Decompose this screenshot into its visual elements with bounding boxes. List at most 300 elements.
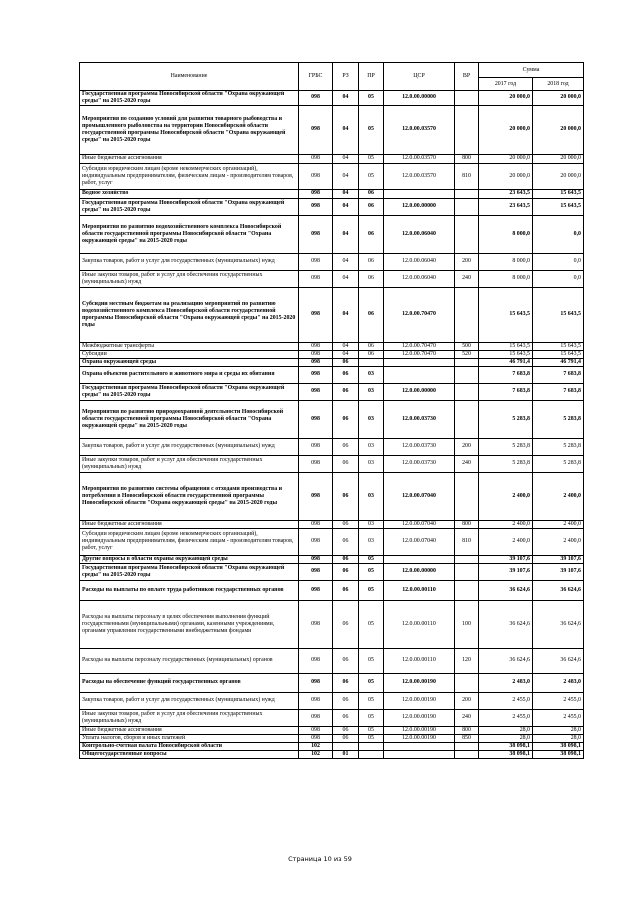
- row-csr: 12.0.00.00190: [384, 734, 455, 742]
- row-pr: 03: [359, 400, 384, 438]
- header-grbs: ГРБС: [299, 63, 333, 91]
- table-body: [80, 91, 584, 759]
- row-rz: 06: [333, 358, 359, 366]
- table-row: [80, 383, 584, 400]
- table-row: [80, 253, 584, 270]
- table-row: [80, 154, 584, 163]
- table-row: [80, 726, 584, 734]
- row-rz: 06: [333, 709, 359, 726]
- table-row: [80, 555, 584, 563]
- row-grbs: 098: [299, 215, 333, 253]
- row-vr: [455, 673, 479, 692]
- row-vr: [455, 215, 479, 253]
- row-pr: 06: [359, 215, 384, 253]
- row-vr: [455, 563, 479, 580]
- row-sum-2017: 7 683,8: [479, 383, 533, 400]
- row-sum-2017: 15 643,5: [479, 350, 533, 358]
- row-rz: 06: [333, 366, 359, 383]
- row-sum-2017: 20 000,0: [479, 154, 533, 163]
- row-vr: 200: [455, 438, 479, 455]
- table-row: [80, 563, 584, 580]
- row-name: Закупка товаров, работ и услуг для государственных (муниципальных) нужд: [80, 692, 299, 709]
- row-rz: 06: [333, 438, 359, 455]
- row-pr: 06: [359, 189, 384, 198]
- row-pr: 06: [359, 270, 384, 287]
- row-pr: 05: [359, 692, 384, 709]
- row-vr: 200: [455, 253, 479, 270]
- row-name: Расходы на выплаты по оплате труда работников государственных органов: [80, 580, 299, 600]
- row-csr: 12.0.00.03570: [384, 105, 455, 154]
- row-sum-2018: 39 107,6: [533, 555, 584, 563]
- table-row: [80, 692, 584, 709]
- row-grbs: 098: [299, 342, 333, 350]
- row-sum-2017: 2 455,0: [479, 709, 533, 726]
- row-grbs: 098: [299, 270, 333, 287]
- row-csr: 12.0.00.00190: [384, 673, 455, 692]
- row-pr: 05: [359, 673, 384, 692]
- row-sum-2018: 15 643,5: [533, 198, 584, 215]
- row-name: Иные закупки товаров, работ и услуг для обеспечения государственных (муниципальных) нужд: [80, 270, 299, 287]
- row-pr: 05: [359, 91, 384, 106]
- row-name: Иные закупки товаров, работ и услуг для обеспечения государственных (муниципальных) нужд: [80, 455, 299, 472]
- row-sum-2017: 8 000,0: [479, 215, 533, 253]
- row-rz: 06: [333, 734, 359, 742]
- row-sum-2017: 38 098,1: [479, 750, 533, 758]
- row-name: Иные бюджетные ассигнования: [80, 520, 299, 528]
- row-grbs: 098: [299, 692, 333, 709]
- row-vr: 240: [455, 709, 479, 726]
- row-grbs: 098: [299, 520, 333, 528]
- row-pr: 06: [359, 350, 384, 358]
- row-rz: 01: [333, 750, 359, 758]
- row-csr: 12.0.00.03570: [384, 154, 455, 163]
- row-csr: 12.0.00.07040: [384, 520, 455, 528]
- row-sum-2018: 2 400,0: [533, 528, 584, 555]
- row-sum-2018: 20 000,0: [533, 154, 584, 163]
- row-vr: [455, 287, 479, 342]
- row-sum-2018: 7 683,8: [533, 383, 584, 400]
- row-sum-2018: 0,0: [533, 215, 584, 253]
- row-csr: 12.0.00.03730: [384, 438, 455, 455]
- row-name: Иные закупки товаров, работ и услуг для обеспечения государственных (муниципальных) нужд: [80, 709, 299, 726]
- row-sum-2017: 5 283,8: [479, 455, 533, 472]
- row-vr: [455, 383, 479, 400]
- row-grbs: 098: [299, 455, 333, 472]
- row-vr: 800: [455, 520, 479, 528]
- row-vr: [455, 189, 479, 198]
- row-name: Уплата налогов, сборов и иных платежей: [80, 734, 299, 742]
- row-name: Расходы на обеспечение функций государственных органов: [80, 673, 299, 692]
- row-csr: 12.0.00.06040: [384, 270, 455, 287]
- row-csr: 12.0.00.03730: [384, 455, 455, 472]
- row-grbs: 098: [299, 366, 333, 383]
- row-sum-2017: 28,0: [479, 734, 533, 742]
- row-vr: [455, 742, 479, 750]
- row-rz: 06: [333, 472, 359, 520]
- row-sum-2017: 23 643,5: [479, 198, 533, 215]
- row-pr: 03: [359, 438, 384, 455]
- row-sum-2018: 36 624,6: [533, 600, 584, 648]
- table-row: [80, 358, 584, 366]
- row-name: Субсидии юридическим лицам (кроме некоммерческих организаций), индивидуальным предпринимателям, физическим лицам - производителям товаров, работ, услуг: [80, 528, 299, 555]
- row-name: Мероприятия по развитию водохозяйственного комплекса Новосибирской области государственной программы Новосибирской области "Охрана окружающей среды" на 2015-2020 годы: [80, 215, 299, 253]
- row-rz: 04: [333, 105, 359, 154]
- table-row: [80, 750, 584, 758]
- row-rz: 04: [333, 163, 359, 189]
- row-csr: 12.0.00.00190: [384, 726, 455, 734]
- row-grbs: 098: [299, 189, 333, 198]
- row-grbs: 098: [299, 709, 333, 726]
- row-name: Мероприятия по развитию системы обращения с отходами производства и потребления в Новосибирской области государственной программы Новосибирской области "Охрана окружающей среды" на 2015-2020 годы: [80, 472, 299, 520]
- row-name: Государственная программа Новосибирской области "Охрана окружающей среды" на 2015-2020 годы: [80, 563, 299, 580]
- row-name: Другие вопросы в области охраны окружающей среды: [80, 555, 299, 563]
- row-rz: 04: [333, 154, 359, 163]
- row-sum-2017: 5 283,8: [479, 400, 533, 438]
- row-csr: [384, 366, 455, 383]
- row-sum-2018: 28,0: [533, 734, 584, 742]
- row-name: Контрольно-счетная палата Новосибирской области: [80, 742, 299, 750]
- row-grbs: 098: [299, 358, 333, 366]
- row-pr: 06: [359, 198, 384, 215]
- table-row: [80, 742, 584, 750]
- row-csr: 12.0.00.06040: [384, 215, 455, 253]
- row-name: Мероприятия по созданию условий для развития товарного рыбоводства и промышленного рыболовства на территории Новосибирской области государственной программы Новосибирской области "Охрана окружающей среды" на 2015-2020 годы: [80, 105, 299, 154]
- row-sum-2017: 2 400,0: [479, 472, 533, 520]
- row-pr: 05: [359, 726, 384, 734]
- row-rz: 06: [333, 383, 359, 400]
- row-sum-2018: 15 643,5: [533, 342, 584, 350]
- row-rz: 06: [333, 455, 359, 472]
- row-name: Общегосударственные вопросы: [80, 750, 299, 758]
- row-vr: 800: [455, 726, 479, 734]
- row-rz: 04: [333, 287, 359, 342]
- table-row: [80, 709, 584, 726]
- row-sum-2017: 39 107,6: [479, 563, 533, 580]
- row-vr: 200: [455, 692, 479, 709]
- table-row: [80, 455, 584, 472]
- row-name: Расходы на выплаты персоналу государственных (муниципальных) органов: [80, 648, 299, 673]
- row-vr: 850: [455, 734, 479, 742]
- row-csr: 12.0.00.07040: [384, 528, 455, 555]
- header-year-2018: 2018 год: [533, 78, 584, 91]
- row-vr: [455, 105, 479, 154]
- row-pr: 05: [359, 648, 384, 673]
- row-pr: 06: [359, 253, 384, 270]
- row-sum-2018: 2 483,0: [533, 673, 584, 692]
- row-sum-2017: 2 400,0: [479, 520, 533, 528]
- row-pr: 03: [359, 455, 384, 472]
- row-sum-2017: 5 283,8: [479, 438, 533, 455]
- row-csr: [384, 555, 455, 563]
- row-vr: [455, 750, 479, 758]
- row-vr: 240: [455, 270, 479, 287]
- row-name: Субсидии местным бюджетам на реализацию мероприятий по развитию водохозяйственного комплекса Новосибирской области государственной программы Новосибирской области "Охрана окружающей среды" на 2015-2020 годы: [80, 287, 299, 342]
- row-pr: 05: [359, 709, 384, 726]
- row-grbs: 098: [299, 726, 333, 734]
- row-pr: 03: [359, 520, 384, 528]
- row-vr: [455, 366, 479, 383]
- row-sum-2017: 15 643,5: [479, 287, 533, 342]
- row-sum-2018: 5 283,8: [533, 438, 584, 455]
- row-sum-2017: 8 000,0: [479, 270, 533, 287]
- row-sum-2018: 28,0: [533, 726, 584, 734]
- row-grbs: 098: [299, 350, 333, 358]
- row-sum-2018: 36 624,6: [533, 648, 584, 673]
- row-csr: [384, 189, 455, 198]
- table-row: [80, 520, 584, 528]
- row-sum-2017: 46 791,4: [479, 358, 533, 366]
- row-grbs: 098: [299, 154, 333, 163]
- row-rz: 06: [333, 726, 359, 734]
- row-csr: [384, 750, 455, 758]
- row-grbs: 098: [299, 600, 333, 648]
- row-grbs: 098: [299, 400, 333, 438]
- row-rz: 06: [333, 528, 359, 555]
- table-row: [80, 189, 584, 198]
- row-pr: 05: [359, 555, 384, 563]
- row-name: Субсидии юридическим лицам (кроме некоммерческих организаций), индивидуальным предпринимателям, физическим лицам - производителям товаров, работ, услуг: [80, 163, 299, 189]
- row-sum-2017: 2 455,0: [479, 692, 533, 709]
- row-grbs: 098: [299, 734, 333, 742]
- row-pr: 05: [359, 734, 384, 742]
- row-pr: 03: [359, 366, 384, 383]
- row-rz: 04: [333, 270, 359, 287]
- row-sum-2017: 15 643,5: [479, 342, 533, 350]
- row-grbs: 098: [299, 555, 333, 563]
- row-rz: 06: [333, 555, 359, 563]
- row-vr: [455, 91, 479, 106]
- row-name: Закупка товаров, работ и услуг для государственных (муниципальных) нужд: [80, 438, 299, 455]
- row-rz: 04: [333, 253, 359, 270]
- row-vr: 120: [455, 648, 479, 673]
- row-rz: 04: [333, 91, 359, 106]
- row-rz: 06: [333, 400, 359, 438]
- table-row: [80, 91, 584, 106]
- row-csr: 12.0.00.06040: [384, 253, 455, 270]
- row-grbs: 098: [299, 287, 333, 342]
- row-sum-2018: 20 000,0: [533, 163, 584, 189]
- row-pr: 03: [359, 383, 384, 400]
- row-vr: 240: [455, 455, 479, 472]
- table-row: [80, 366, 584, 383]
- row-sum-2018: 2 400,0: [533, 472, 584, 520]
- row-rz: 04: [333, 189, 359, 198]
- row-rz: 06: [333, 692, 359, 709]
- row-rz: 06: [333, 673, 359, 692]
- row-vr: 500: [455, 342, 479, 350]
- row-sum-2017: 8 000,0: [479, 253, 533, 270]
- row-csr: 12.0.00.70470: [384, 342, 455, 350]
- row-name: Расходы на выплаты персоналу в целях обеспечения выполнения функций государственными (муниципальными) органами, казенными учреждениями, органами управления государственными внебюджетными фондами: [80, 600, 299, 648]
- row-csr: [384, 358, 455, 366]
- row-grbs: 098: [299, 563, 333, 580]
- row-pr: 05: [359, 105, 384, 154]
- row-pr: 05: [359, 154, 384, 163]
- row-rz: [333, 742, 359, 750]
- table-row: [80, 528, 584, 555]
- row-rz: 04: [333, 198, 359, 215]
- row-grbs: 098: [299, 528, 333, 555]
- row-name: Иные бюджетные ассигнования: [80, 726, 299, 734]
- row-grbs: 098: [299, 580, 333, 600]
- row-csr: 12.0.00.00110: [384, 580, 455, 600]
- header-sum: Сумма: [479, 63, 584, 78]
- header-year-2017: 2017 год: [479, 78, 533, 91]
- row-name: Закупка товаров, работ и услуг для государственных (муниципальных) нужд: [80, 253, 299, 270]
- row-sum-2017: 20 000,0: [479, 163, 533, 189]
- row-sum-2017: 20 000,0: [479, 105, 533, 154]
- row-csr: 12.0.00.70470: [384, 287, 455, 342]
- row-sum-2017: 2 483,0: [479, 673, 533, 692]
- row-sum-2018: 15 643,5: [533, 189, 584, 198]
- row-sum-2017: 23 643,5: [479, 189, 533, 198]
- table-row: [80, 673, 584, 692]
- header-vr: ВР: [455, 63, 479, 91]
- row-csr: 12.0.00.07040: [384, 472, 455, 520]
- row-csr: 12.0.00.00000: [384, 563, 455, 580]
- row-sum-2017: 36 624,6: [479, 648, 533, 673]
- row-grbs: 098: [299, 472, 333, 520]
- row-rz: 06: [333, 563, 359, 580]
- row-csr: 12.0.00.00190: [384, 692, 455, 709]
- row-rz: 06: [333, 648, 359, 673]
- table-row: [80, 734, 584, 742]
- row-vr: [455, 358, 479, 366]
- table-row: [80, 215, 584, 253]
- row-grbs: 102: [299, 750, 333, 758]
- row-vr: [455, 472, 479, 520]
- row-pr: [359, 742, 384, 750]
- row-name: Мероприятия по развитию природоохранной деятельности Новосибирской области государственной программы Новосибирской области "Охрана окружающей среды" на 2015-2020 годы: [80, 400, 299, 438]
- row-sum-2018: 15 643,5: [533, 350, 584, 358]
- row-csr: 12.0.00.00000: [384, 383, 455, 400]
- row-pr: 06: [359, 287, 384, 342]
- row-sum-2018: 46 791,4: [533, 358, 584, 366]
- row-grbs: 098: [299, 438, 333, 455]
- row-name: Государственная программа Новосибирской области "Охрана окружающей среды" на 2015-2020 годы: [80, 198, 299, 215]
- row-pr: 05: [359, 600, 384, 648]
- row-vr: 810: [455, 163, 479, 189]
- row-name: Межбюджетные трансферты: [80, 342, 299, 350]
- row-sum-2018: 2 455,0: [533, 709, 584, 726]
- row-csr: 12.0.00.00190: [384, 709, 455, 726]
- row-sum-2018: 5 283,8: [533, 455, 584, 472]
- row-pr: 03: [359, 528, 384, 555]
- table-row: [80, 287, 584, 342]
- row-sum-2018: 5 283,8: [533, 400, 584, 438]
- row-sum-2018: 39 107,6: [533, 563, 584, 580]
- row-vr: [455, 580, 479, 600]
- row-sum-2018: 20 000,0: [533, 91, 584, 106]
- row-grbs: 098: [299, 198, 333, 215]
- row-sum-2018: 2 400,0: [533, 520, 584, 528]
- row-pr: 06: [359, 342, 384, 350]
- row-vr: [455, 400, 479, 438]
- table-row: [80, 350, 584, 358]
- row-csr: 12.0.00.00110: [384, 600, 455, 648]
- row-name: Водное хозяйство: [80, 189, 299, 198]
- row-pr: 05: [359, 580, 384, 600]
- table-row: [80, 270, 584, 287]
- row-name: Охрана окружающей среды: [80, 358, 299, 366]
- row-vr: [455, 555, 479, 563]
- row-sum-2018: 38 098,1: [533, 750, 584, 758]
- row-sum-2017: 38 098,1: [479, 742, 533, 750]
- row-csr: 12.0.00.00110: [384, 648, 455, 673]
- row-rz: 04: [333, 350, 359, 358]
- row-vr: [455, 198, 479, 215]
- table-row: [80, 580, 584, 600]
- budget-table: [79, 62, 584, 759]
- page-footer: Страница 10 из 59: [288, 855, 352, 863]
- row-sum-2018: 15 643,5: [533, 287, 584, 342]
- row-grbs: 098: [299, 253, 333, 270]
- row-rz: 04: [333, 342, 359, 350]
- row-csr: 12.0.00.00000: [384, 91, 455, 106]
- header-rz: РЗ: [333, 63, 359, 91]
- row-csr: 12.0.00.70470: [384, 350, 455, 358]
- row-pr: [359, 750, 384, 758]
- row-name: Субсидии: [80, 350, 299, 358]
- header-name: Наименование: [80, 63, 299, 91]
- row-name: Иные бюджетные ассигнования: [80, 154, 299, 163]
- row-sum-2017: 20 000,0: [479, 91, 533, 106]
- row-sum-2018: 7 683,8: [533, 366, 584, 383]
- row-vr: 810: [455, 528, 479, 555]
- table-row: [80, 163, 584, 189]
- row-sum-2018: 38 098,1: [533, 742, 584, 750]
- row-name: Государственная программа Новосибирской области "Охрана окружающей среды" на 2015-2020 годы: [80, 91, 299, 106]
- row-vr: 100: [455, 600, 479, 648]
- row-csr: 12.0.00.03730: [384, 400, 455, 438]
- row-sum-2017: 28,0: [479, 726, 533, 734]
- row-pr: 05: [359, 163, 384, 189]
- row-grbs: 098: [299, 91, 333, 106]
- row-sum-2018: 0,0: [533, 270, 584, 287]
- row-sum-2017: 7 683,8: [479, 366, 533, 383]
- row-name: Государственная программа Новосибирской области "Охрана окружающей среды" на 2015-2020 годы: [80, 383, 299, 400]
- row-csr: 12.0.00.00000: [384, 198, 455, 215]
- table-row: [80, 648, 584, 673]
- row-name: Охрана объектов растительного и животного мира и среды их обитания: [80, 366, 299, 383]
- row-sum-2018: 20 000,0: [533, 105, 584, 154]
- row-pr: [359, 358, 384, 366]
- row-grbs: 098: [299, 673, 333, 692]
- table-row: [80, 105, 584, 154]
- row-sum-2018: 2 455,0: [533, 692, 584, 709]
- row-vr: 800: [455, 154, 479, 163]
- row-pr: 03: [359, 472, 384, 520]
- row-sum-2017: 36 624,6: [479, 600, 533, 648]
- table-row: [80, 600, 584, 648]
- row-vr: 520: [455, 350, 479, 358]
- row-rz: 06: [333, 520, 359, 528]
- row-rz: 04: [333, 215, 359, 253]
- row-sum-2017: 2 400,0: [479, 528, 533, 555]
- table-header: [80, 63, 584, 91]
- row-rz: 06: [333, 600, 359, 648]
- row-grbs: 098: [299, 648, 333, 673]
- table-row: [80, 342, 584, 350]
- row-csr: 12.0.00.03570: [384, 163, 455, 189]
- table-row: [80, 400, 584, 438]
- row-csr: [384, 742, 455, 750]
- row-grbs: 098: [299, 163, 333, 189]
- row-grbs: 098: [299, 383, 333, 400]
- table-row: [80, 438, 584, 455]
- header-pr: ПР: [359, 63, 384, 91]
- table-row: [80, 198, 584, 215]
